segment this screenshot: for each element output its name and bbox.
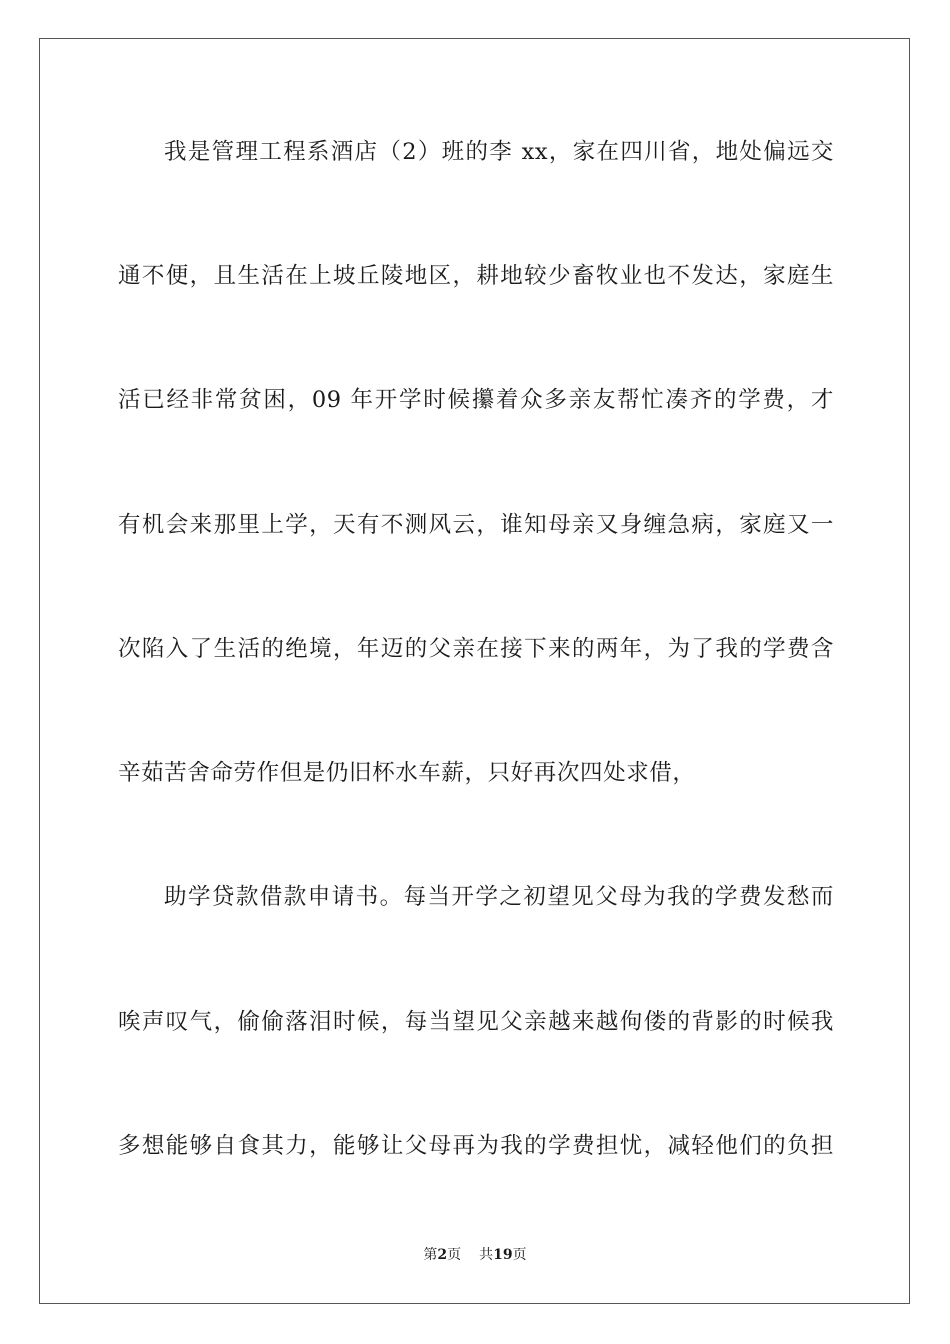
- paragraph-2-line-1: 助学贷款借款申请书。每当开学之初望见父母为我的学费发愁而: [164, 884, 834, 910]
- paragraph-1-line-3: 活已经非常贫困，09 年开学时候攥着众多亲友帮忙凑齐的学费，才: [118, 387, 834, 413]
- footer-page-prefix: 第: [423, 1247, 438, 1263]
- footer-current-page: 2: [437, 1247, 448, 1263]
- footer-total-prefix: 共: [479, 1247, 494, 1263]
- paragraph-1-line-2: 通不便，且生活在上坡丘陵地区，耕地较少畜牧业也不发达，家庭生: [118, 263, 834, 289]
- footer-total-pages: 19: [493, 1247, 513, 1263]
- footer-page-unit: 页: [447, 1247, 462, 1263]
- footer-total-unit: 页: [512, 1247, 527, 1263]
- paragraph-1-line-4: 有机会来那里上学，天有不测风云，谁知母亲又身缠急病，家庭又一: [118, 512, 834, 538]
- paragraph-1-line-1: 我是管理工程系酒店（2）班的李 xx，家在四川省，地处偏远交: [164, 139, 834, 165]
- paragraph-2-line-2: 唉声叹气，偷偷落泪时候，每当望见父亲越来越佝偻的背影的时候我: [118, 1009, 834, 1035]
- page-border: [39, 38, 910, 1304]
- paragraph-2-line-3: 多想能够自食其力，能够让父母再为我的学费担忧，减轻他们的负担: [118, 1133, 834, 1159]
- paragraph-1-line-6: 辛茹苦舍命劳作但是仍旧杯水车薪，只好再次四处求借，: [118, 760, 696, 786]
- paragraph-1-line-5: 次陷入了生活的绝境，年迈的父亲在接下来的两年，为了我的学费含: [118, 636, 834, 662]
- page-number-footer: [0, 1246, 950, 1264]
